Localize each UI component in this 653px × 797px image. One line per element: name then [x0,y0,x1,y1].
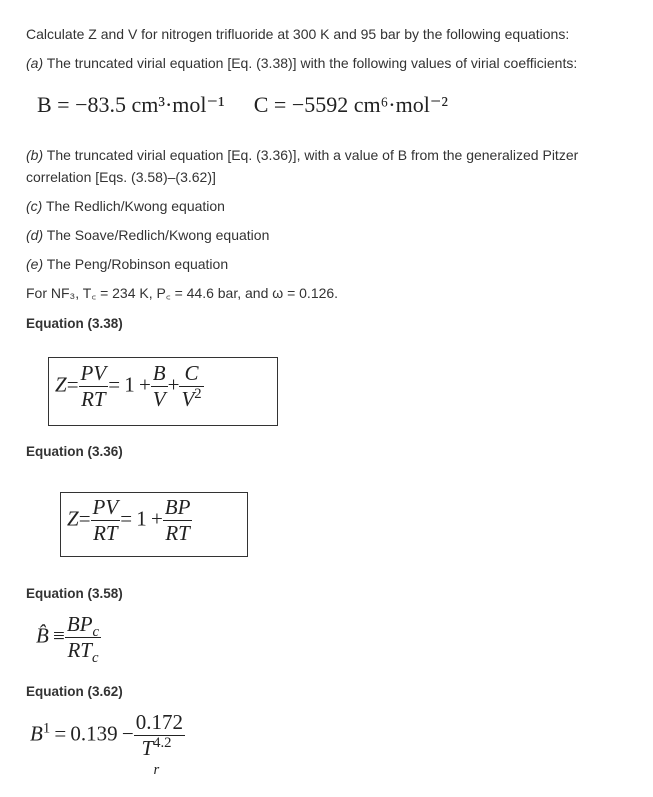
eq338-formula: Z= $\frac{PV}{RT}$ = 1 + $\frac{B}{V}$ + $\frac{C}{V^2}$ [55,361,202,411]
eq358-heading: Equation (3.58) [26,586,123,601]
part-d: (d) The Soave/Redlich/Kwong equation [26,227,270,243]
part-e: (e) The Peng/Robinson equation [26,256,229,272]
problem-intro: Calculate Z and V for nitrogen trifluoride at 300 K and 95 bar by the following equations: [26,26,570,42]
eq338-heading: Equation (3.38) [26,316,123,331]
eq338-box [48,357,278,426]
eq362-heading: Equation (3.62) [26,684,123,699]
part-b-continued: correlation [Eqs. (3.58)–(3.62)] [26,169,216,185]
coef-C: C = −5592 cm⁶·mol⁻² [253,92,449,117]
part-c: (c) The Redlich/Kwong equation [26,198,225,214]
virial-coefficients [37,92,448,118]
eq336-box [60,492,248,557]
part-b: (b) The truncated virial equation [Eq. (3.36)], with a value of B from the generalized Pitzer [26,147,579,163]
eq358-formula: B̂ ≡ $\frac{BP_c}{RT_c}$ [36,612,100,667]
eq362-formula: $B^1 = 0.139$ − $\frac{0.172}{T^{4.2}_r}$ [30,710,183,779]
eq336-formula: Z= $\frac{PV}{RT}$ = 1 + $\frac{BP}{RT}$ [67,495,191,545]
part-a: (a) The truncated virial equation [Eq. (3.38)] with the following values of virial coefficients: [26,55,578,71]
coef-B: B = −83.5 cm³·mol⁻¹ [37,92,225,117]
eq336-heading: Equation (3.36) [26,444,123,459]
nf3-properties: For NF₃, T꜀ = 234 K, P꜀ = 44.6 bar, and ω = 0.126. [26,285,339,301]
